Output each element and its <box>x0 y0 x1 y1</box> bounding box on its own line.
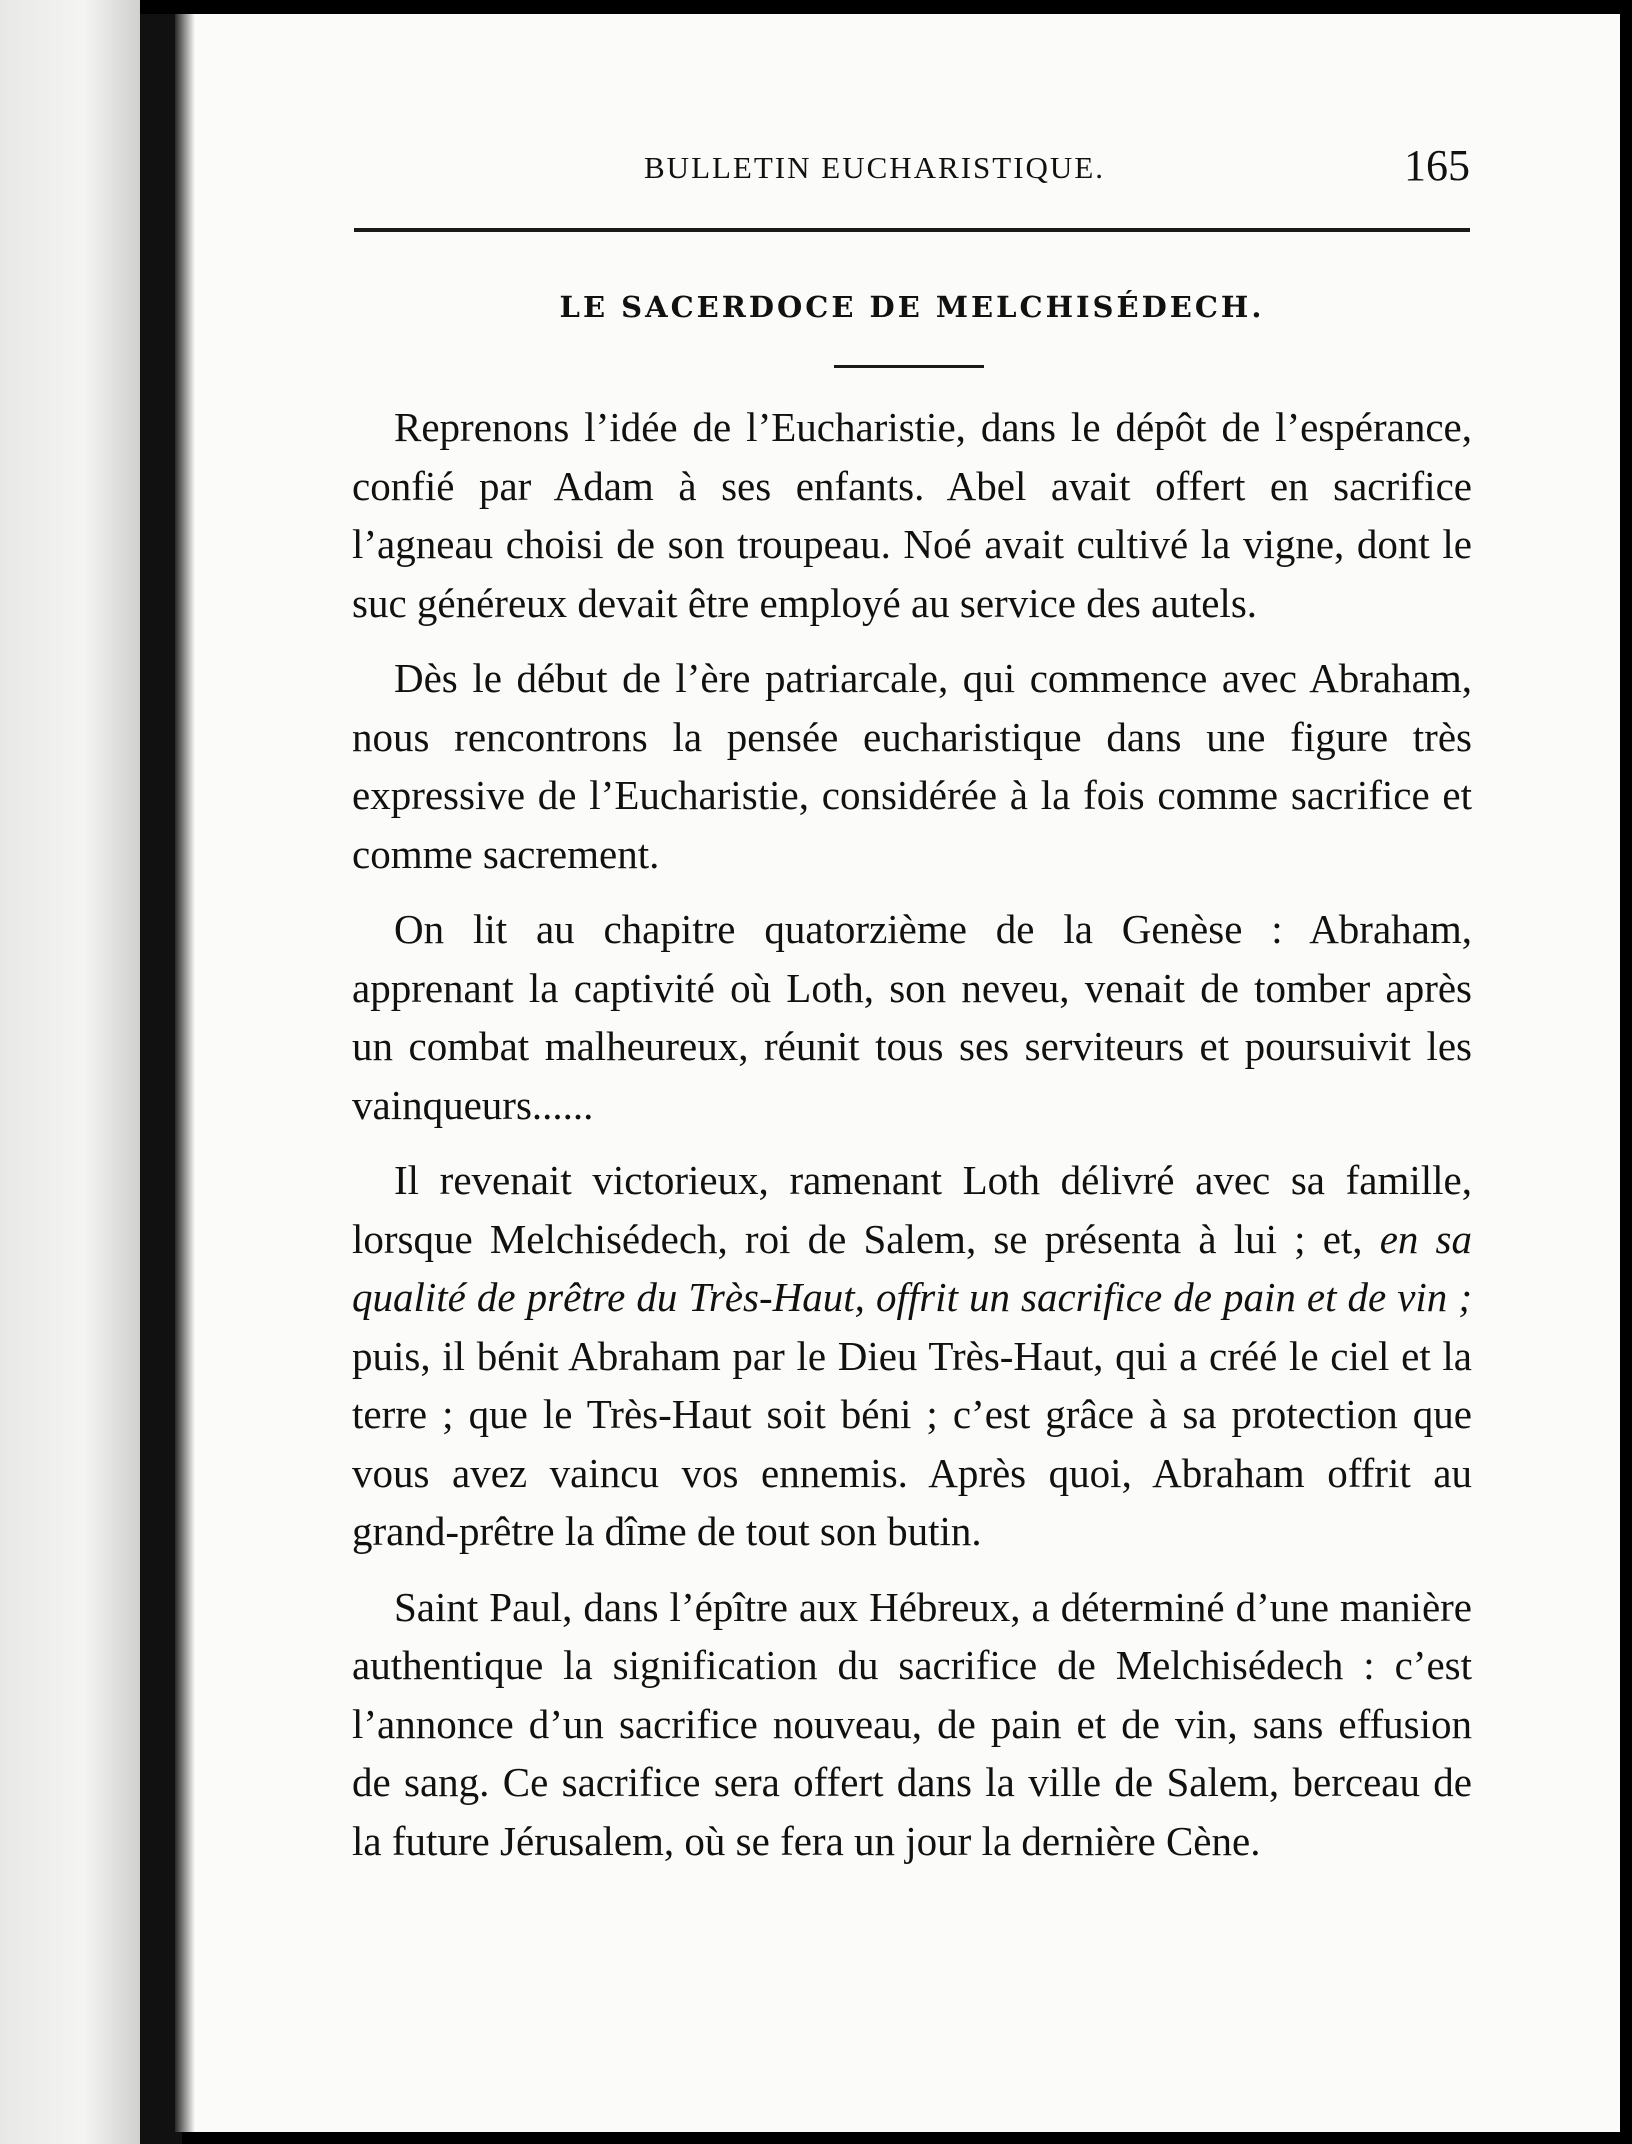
title-rule <box>834 365 984 368</box>
paragraph-3: On lit au chapitre quatorzième de la Genèse : Abraham, apprenant la captivité où Loth, son neveu, venait de tomber après un combat malheureux, réunit tous ses serviteurs et poursuivit les vainqueurs...... <box>352 906 1472 1128</box>
running-title: BULLETIN EUCHARISTIQUE. <box>644 150 1106 185</box>
running-header <box>354 140 1470 200</box>
gutter-shadow <box>175 14 195 2132</box>
paragraph-2: Dès le début de l’ère patriarcale, qui commence avec Abraham, nous rencontrons la pensée eucharistique dans une figure très expressive de l’Eucharistie, considérée à la fois comme sacrifice et comme sacrement. <box>352 655 1472 877</box>
paragraph-4-italic: en sa qualité de prêtre du Très-Haut, offrit un sacrifice de pain et de vin ; <box>352 1215 1473 1320</box>
header-rule <box>354 228 1470 232</box>
paragraph-4 <box>352 1151 1472 1561</box>
article-title: LE SACERDOCE DE MELCHISÉDECH. <box>559 290 1265 324</box>
paragraph-5: Saint Paul, dans l’épître aux Hébreux, a déterminé d’une manière authentique la signification du sacrifice de Melchisédech : c’est l’annonce d’un sacrifice nouveau, de pain et de vin, sans effusion de sang. Ce sacrifice sera offert dans la ville de Salem, berceau de la future Jérusalem, où se fera un jour la dernière Cène. <box>352 1583 1472 1864</box>
page-number: 165 <box>1404 141 1470 190</box>
paragraph-1: Reprenons l’idée de l’Eucharistie, dans le dépôt de l’espérance, confié par Adam à ses enfants. Abel avait offert en sacrifice l’agneau choisi de son troupeau. Noé avait cultivé la vigne, dont le suc généreux devait être employé au service des autels. <box>352 404 1472 626</box>
paragraph-4-after: puis, il bénit Abraham par le Dieu Très-Haut, qui a créé le ciel et la terre ; que le Très-Haut soit béni ; c’est grâce à sa protection que vous avez vaincu vos ennemis. Après quoi, Abraham offrit au grand-prêtre la dîme de tout son butin. <box>352 1332 1472 1554</box>
article-body <box>352 398 1472 1887</box>
facing-page-edge <box>0 0 140 2144</box>
paragraph-4-before: Il revenait victorieux, ramenant Loth délivré avec sa famille, lorsque Melchisédech, roi de Salem, se présenta à lui ; et, <box>352 1157 1472 1262</box>
